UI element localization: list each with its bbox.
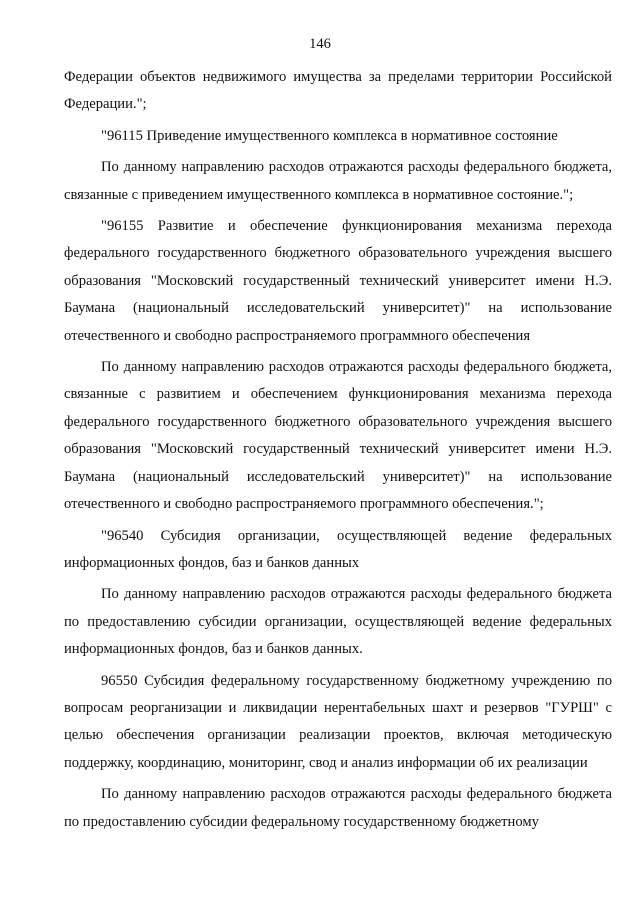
paragraph-8: 96550 Субсидия федеральному государственному бюджетному учреждению по вопросам реорганизации и ликвидации нерентабельных шахт и резервов "ГУРШ" с целью обеспечения организации реализации проектов, включая методическую поддержку, координацию, мониторинг, свод и анализ информации об их реализации <box>64 672 612 771</box>
paragraph-7: По данному направлению расходов отражаются расходы федерального бюджета по предоставлению субсидии организации, осуществляющей ведение федеральных информационных фондов, баз и банков данных. <box>64 586 612 658</box>
paragraph-2: "96115 Приведение имущественного комплекса в нормативное состояние <box>101 127 558 144</box>
document-body <box>64 64 612 840</box>
paragraph-4: "96155 Развитие и обеспечение функционирования механизма перехода федерального государственного бюджетного образовательного учреждения высшего образования "Московский государственный технический университет имени Н.Э. Баумана (национальный исследовательский университет)" на использование отечественного и свободно распространяемого программного обеспечения <box>64 218 612 344</box>
paragraph-5: По данному направлению расходов отражаются расходы федерального бюджета, связанные с развитием и обеспечением функционирования механизма перехода федерального государственного бюджетного образовательного учреждения высшего образования "Московский государственный технический университет имени Н.Э. Баумана (национальный исследовательский университет)" на использование отечественного и свободно распространяемого программного обеспечения."; <box>64 359 612 513</box>
page-number: 146 <box>309 36 331 52</box>
paragraph-9: По данному направлению расходов отражаются расходы федерального бюджета по предоставлению субсидии федеральному государственному бюджетному <box>64 786 612 830</box>
paragraph-6: "96540 Субсидия организации, осуществляющей ведение федеральных информационных фондов, баз и банков данных <box>64 527 612 571</box>
paragraph-1: Федерации объектов недвижимого имущества за пределами территории Российской Федерации."; <box>64 69 612 113</box>
paragraph-3: По данному направлению расходов отражаются расходы федерального бюджета, связанные с приведением имущественного комплекса в нормативное состояние."; <box>64 159 612 203</box>
